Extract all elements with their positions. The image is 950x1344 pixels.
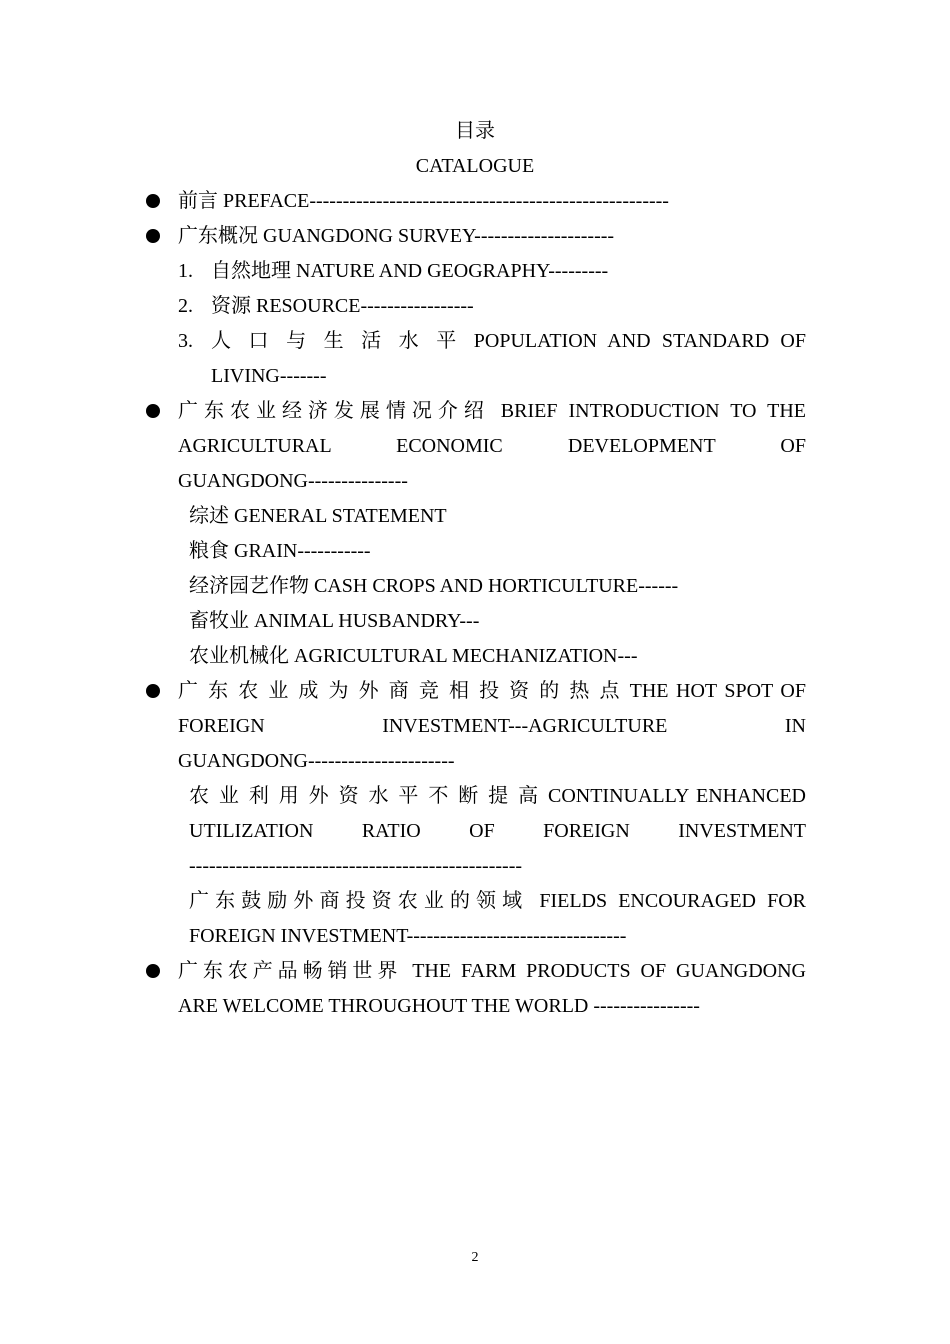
toc-item-agriculture-cont: AGRICULTURAL ECONOMIC DEVELOPMENT OF (178, 435, 806, 457)
toc-item-foreign: 广 东 农 业 成 为 外 商 竞 相 投 资 的 热 点 THE HOT SPOT OF (178, 680, 806, 702)
catalogue-heading-cn: 目录 (455, 120, 495, 142)
toc-subitem-nature: 自然地理 NATURE AND GEOGRAPHY--------- (211, 260, 609, 282)
catalogue-heading-en: CATALOGUE (415, 155, 535, 177)
bullet-icon (146, 194, 160, 208)
toc-subitem-cash-crops: 经济园艺作物 CASH CROPS AND HORTICULTURE------ (189, 575, 679, 597)
bullet-icon (146, 964, 160, 978)
bullet-icon (146, 404, 160, 418)
toc-item-agriculture-cont: GUANGDONG--------------- (178, 470, 408, 492)
toc-subitem-fields-cont: FOREIGN INVESTMENT--------------------------------- (189, 925, 627, 947)
toc-item-preface: 前言 PREFACE------------------------------------------------------ (178, 190, 669, 212)
toc-item-farm-products-cont: ARE WELCOME THROUGHOUT THE WORLD ---------------- (178, 995, 700, 1017)
toc-subitem-mechanization: 农业机械化 AGRICULTURAL MECHANIZATION--- (189, 645, 638, 667)
toc-subitem-resource: 资源 RESOURCE----------------- (211, 295, 474, 317)
page-number: 2 (471, 1250, 479, 1265)
toc-number: 3. (178, 330, 193, 352)
toc-item-foreign-cont: FOREIGN INVESTMENT---AGRICULTURE IN (178, 715, 806, 737)
toc-number: 2. (178, 295, 193, 317)
toc-subitem-general: 综述 GENERAL STATEMENT (189, 505, 447, 527)
bullet-icon (146, 684, 160, 698)
toc-subitem-utilization-cont: -------------------------------------------------- (189, 855, 523, 877)
toc-subitem-grain: 粮食 GRAIN----------- (189, 540, 371, 562)
toc-item-foreign-cont: GUANGDONG---------------------- (178, 750, 455, 772)
toc-subitem-fields: 广东鼓励外商投资农业的领域 FIELDS ENCOURAGED FOR (189, 890, 806, 912)
toc-subitem-utilization: 农 业 利 用 外 资 水 平 不 断 提 高 CONTINUALLY ENHANCED (189, 785, 806, 807)
toc-subitem-population: 人 口 与 生 活 水 平 POPULATION AND STANDARD OF (211, 330, 806, 352)
bullet-icon (146, 229, 160, 243)
toc-item-farm-products: 广东农产品畅销世界 THE FARM PRODUCTS OF GUANGDONG (178, 960, 806, 982)
toc-subitem-utilization-cont: UTILIZATION RATIO OF FOREIGN INVESTMENT (189, 820, 806, 842)
toc-item-agriculture: 广东农业经济发展情况介绍 BRIEF INTRODUCTION TO THE (178, 400, 806, 422)
toc-subitem-husbandry: 畜牧业 ANIMAL HUSBANDRY--- (189, 610, 480, 632)
toc-subitem-population-cont: LIVING------- (211, 365, 327, 387)
toc-item-survey: 广东概况 GUANGDONG SURVEY--------------------- (178, 225, 615, 247)
toc-number: 1. (178, 260, 193, 282)
